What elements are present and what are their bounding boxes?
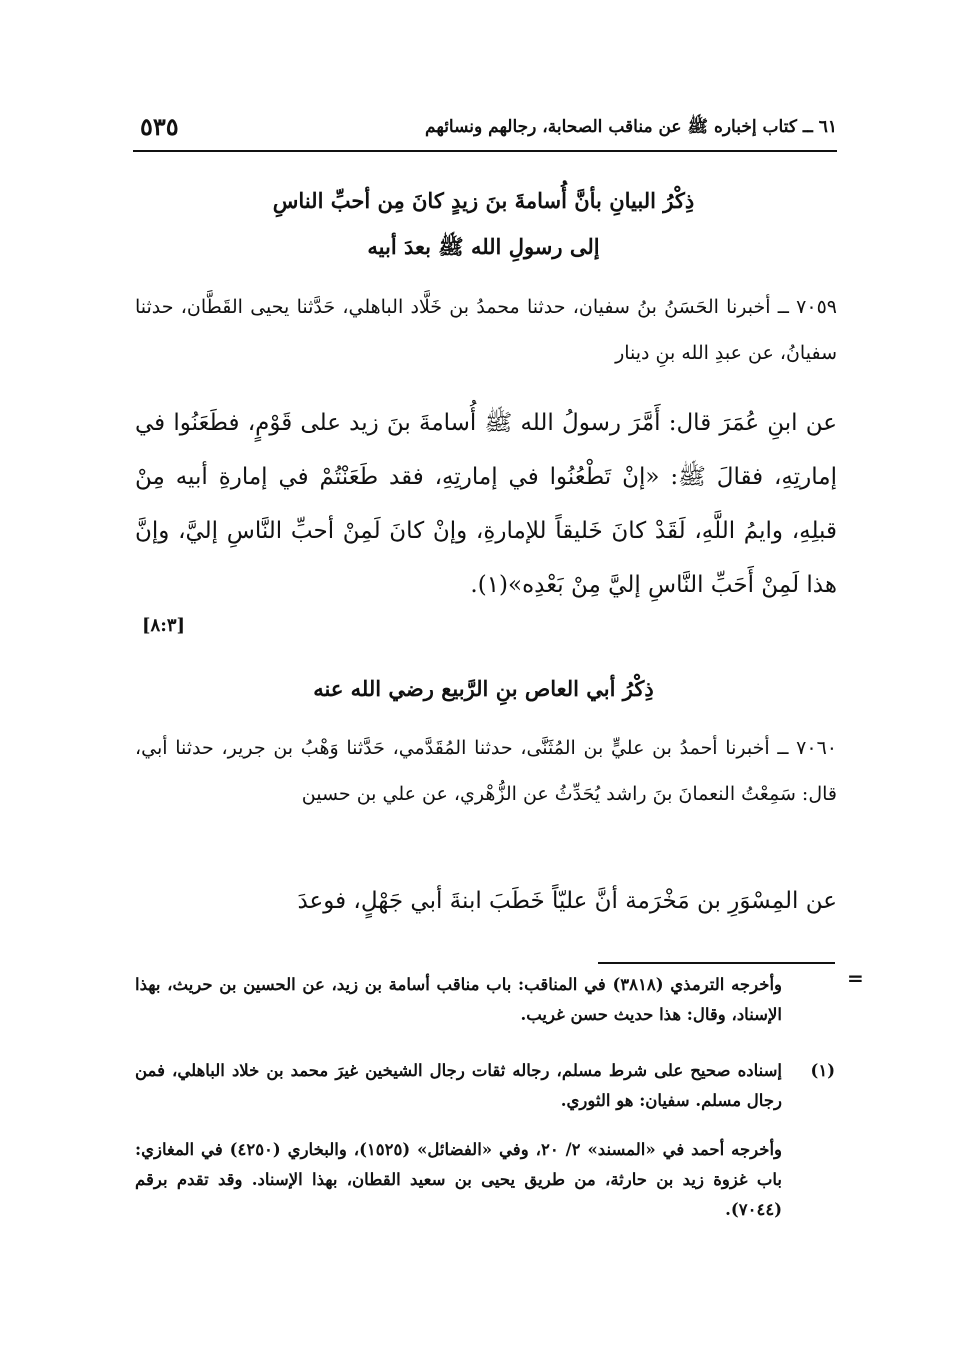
heading-line-2: إلى رسولِ الله ﷺ بعدَ أبيه bbox=[367, 234, 600, 259]
running-head: ٦١ ــ كتاب إخباره ﷺ عن مناقب الصحابة، رجالهم ونسائهم bbox=[425, 117, 837, 137]
hadith-7059-reference: [٨:٣] bbox=[142, 615, 186, 636]
heading-line-1: ذِكْرُ البيانِ بأنَّ أُسامةَ بنَ زيدٍ كانَ مِن أحبِّ الناسِ bbox=[272, 188, 695, 213]
header-rule bbox=[133, 150, 837, 152]
footnote-1-extra: وأخرجه أحمد في «المسند» ٢/ ٢٠، وفي «الفضائل» (١٥٢٥)، والبخاري (٤٢٥٠) في المغازي: باب غزوة زيد بن حارثة، من طريق يحيى بن سعيد القطان، بهذا الإسناد. وقد تقدم برقم (٧٠٤٤). bbox=[135, 1140, 783, 1219]
footnote-1-text: إسناده صحيح على شرط مسلم، رجاله ثقات رجال الشيخين غيرَ محمد بن خلاد الباهلي، فمن رجال مسلم. سفيان: هو الثوري. bbox=[135, 1061, 782, 1110]
section-heading-abu-al-as: ذِكْرُ أبي العاص بنِ الرَّبيع رضي الله عنه bbox=[313, 676, 654, 701]
footnote-continuation: وأخرجه الترمذي (٣٨١٨) في المناقب: باب مناقب أسامة بن زيد، عن الحسين بن حريث، بهذا الإسناد، وقال: هذا حديث حسن غريب. bbox=[135, 975, 782, 1024]
page-number: ٥٣٥ bbox=[140, 112, 179, 141]
section-heading-usama bbox=[130, 178, 837, 270]
hadith-7059-isnad: ٧٠٥٩ ــ أخبرنا الحَسَنُ بنُ سفيان، حدثنا محمدُ بن خَلَّاد الباهلي، حَدَّثنا يحيى القَطَّان، حدثنا سفيانُ، عن عبدِ الله بنِ دينار bbox=[135, 296, 837, 364]
hadith-7060-isnad: ٧٠٦٠ ــ أخبرنا أحمدُ بن عليٍّ بن المُثَنَّى، حدثنا المُقَدَّمي، حَدَّثنا وَهْبُ بن جرير، حدثنا أبي، قال: سَمِعْتُ النعمانَ بنَ راشد يُحَدِّثُ عن الزُّهْري، عن علي بن حسين bbox=[135, 737, 837, 805]
footnote-rule bbox=[598, 962, 835, 964]
footnote-1-number: (١) bbox=[810, 1061, 835, 1080]
footnote-continuation-mark: = bbox=[847, 966, 864, 990]
hadith-7059-matn: عن ابنِ عُمَرَ قال: أَمَّرَ رسولُ الله ﷺ أُسامةَ بنَ زيد على قَوْمٍ، فطَعَنُوا في إمارتِهِ، فقالَ ﷺ: «إنْ تَطْعُنُوا في إمارتِهِ، فقد طَعَنْتُمْ في إمارةِ أبيه مِنْ قبلِهِ، وايمُ اللَّهِ، لَقَدْ كانَ خَليقاً للإمارةِ، وإنْ كانَ لَمِنْ أحبِّ النَّاسِ إليَّ، وإنَّ هذا لَمِنْ أَحَبِّ النَّاسِ إليَّ مِنْ بَعْدِه»(١). bbox=[135, 410, 837, 598]
hadith-7060-matn: عن المِسْوَرِ بن مَخْرَمة أنَّ عليّاً خَطَبَ ابنةَ أبي جَهْلٍ، فوعدَ bbox=[297, 888, 837, 914]
